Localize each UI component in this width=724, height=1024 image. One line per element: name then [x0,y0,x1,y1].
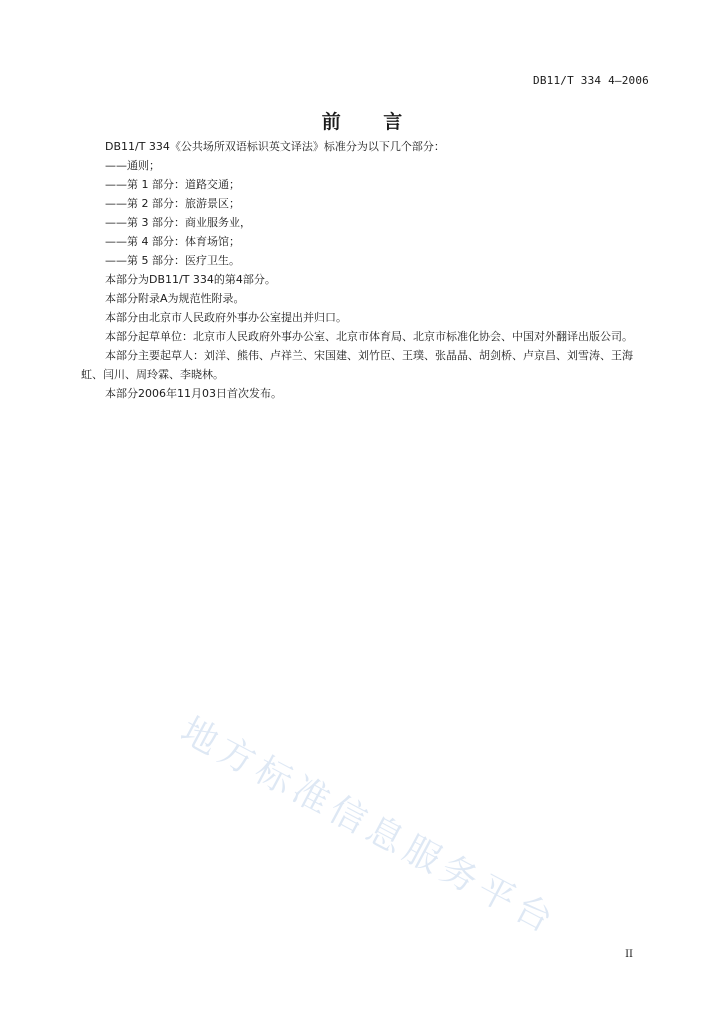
intro-line: DB11/T 334《公共场所双语标识英文译法》标准分为以下几个部分： [105,140,445,153]
part-list-item: ——通则； [105,159,160,172]
release-date-line: 本部分2006年11月03日首次发布。 [105,387,282,400]
part-list-item: ——第 5 部分：医疗卫生。 [105,254,240,267]
part-list-item: ——第 3 部分：商业服务业， [105,216,251,229]
statement-line: 本部分附录A为规范性附录。 [105,292,245,305]
part-list-item: ——第 2 部分：旅游景区； [105,197,240,210]
watermark: 地方标准信息服务平台 [173,710,565,944]
drafting-units-paragraph: 本部分起草单位：北京市人民政府外事办公室、北京市体育局、北京市标准化协会、中国对外翻译出版公司。 [105,330,633,343]
statement-line: 本部分为DB11/T 334的第4部分。 [105,273,276,286]
foreword-body [81,137,649,403]
document-code: DB11/T 334 4—2006 [533,74,649,87]
page-number: II [625,949,633,960]
drafters-paragraph: 本部分主要起草人：刘洋、熊伟、卢祥兰、宋国建、刘竹臣、王璞、张晶晶、胡剑桥、卢京昌、刘雪涛、王海虹、闫川、周玲霖、李晓林。 [81,349,633,381]
part-list-item: ——第 4 部分：体育场馆； [105,235,240,248]
page-title: 前 言 [321,111,421,133]
statement-line: 本部分由北京市人民政府外事办公室提出并归口。 [105,311,347,324]
part-list-item: ——第 1 部分：道路交通； [105,178,240,191]
